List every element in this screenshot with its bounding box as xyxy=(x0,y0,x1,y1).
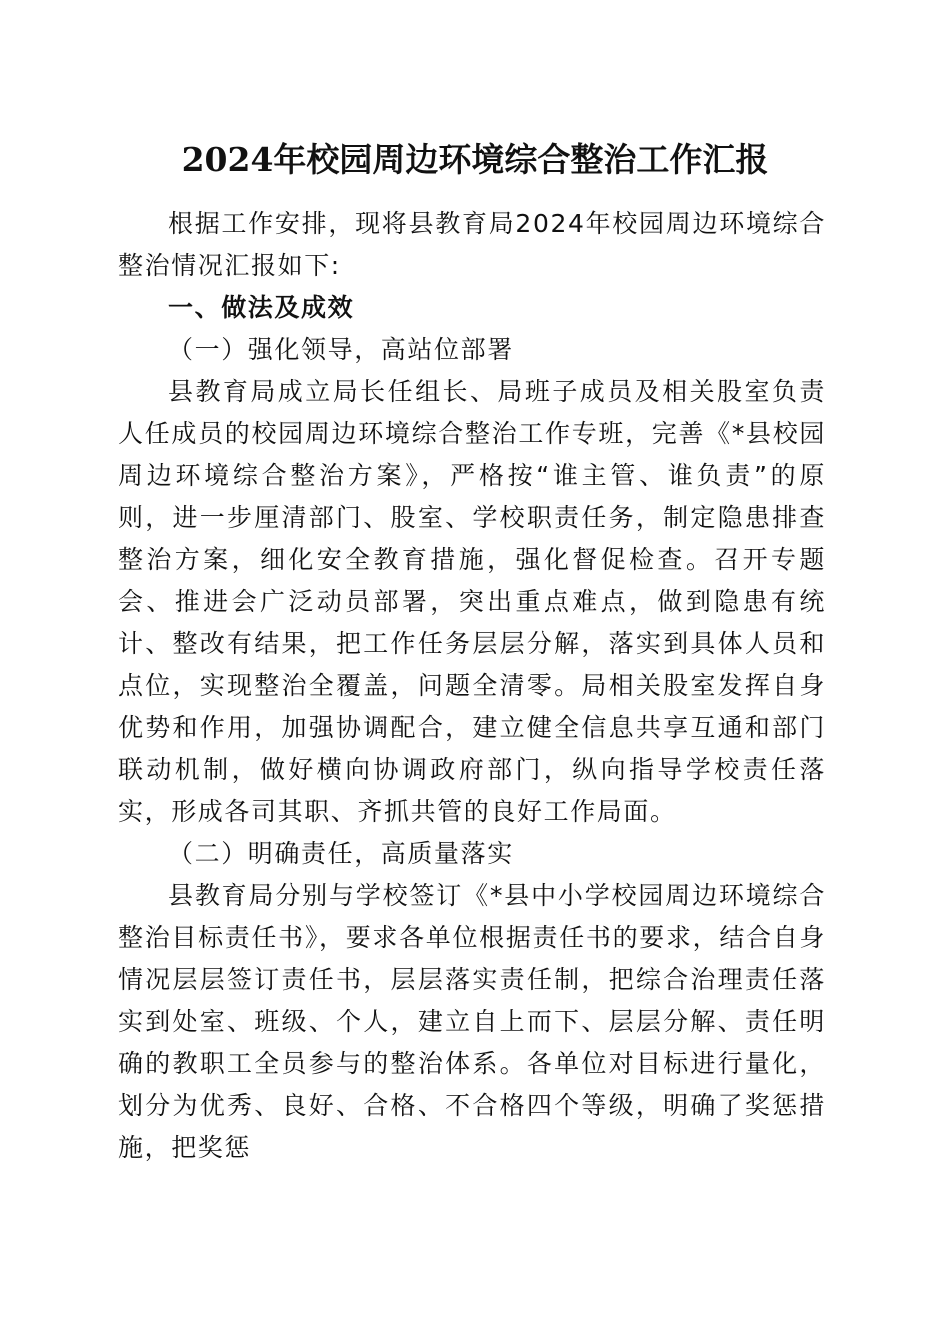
document-title: 2024年校园周边环境综合整治工作汇报 xyxy=(181,140,769,179)
subsection-paragraph-2: 县教育局分别与学校签订《*县中小学校园周边环境综合整治目标责任书》，要求各单位根据责任书的要求，结合自身情况层层签订责任书，层层落实责任制，把综合治理责任落实到处室、班级、个人，建立自上而下、层层分解、责任明确的教职工全员参与的整治体系。各单位对目标进行量化，划分为优秀、良好、合格、不合格四个等级，明确了奖惩措施，把奖惩 xyxy=(118,881,826,1162)
intro-paragraph: 根据工作安排，现将县教育局2024年校园周边环境综合整治情况汇报如下: xyxy=(118,209,826,280)
document-body xyxy=(118,203,826,1169)
subsection-heading-2: （二）明确责任，高质量落实 xyxy=(168,839,514,868)
subsection-heading-1: （一）强化领导，高站位部署 xyxy=(168,335,514,364)
section-heading-1: 一、做法及成效 xyxy=(168,293,355,322)
subsection-paragraph-1: 县教育局成立局长任组长、局班子成员及相关股室负责人任成员的校园周边环境综合整治工作专班，完善《*县校园周边环境综合整治方案》，严格按“谁主管、谁负责”的原则，进一步厘清部门、股室、学校职责任务，制定隐患排查整治方案，细化安全教育措施，强化督促检查。召开专题会、推进会广泛动员部署，突出重点难点，做到隐患有统计、整改有结果，把工作任务层层分解，落实到具体人员和点位，实现整治全覆盖，问题全清零。局相关股室发挥自身优势和作用，加强协调配合，建立健全信息共享互通和部门联动机制，做好横向协调政府部门，纵向指导学校责任落实，形成各司其职、齐抓共管的良好工作局面。 xyxy=(118,377,826,826)
